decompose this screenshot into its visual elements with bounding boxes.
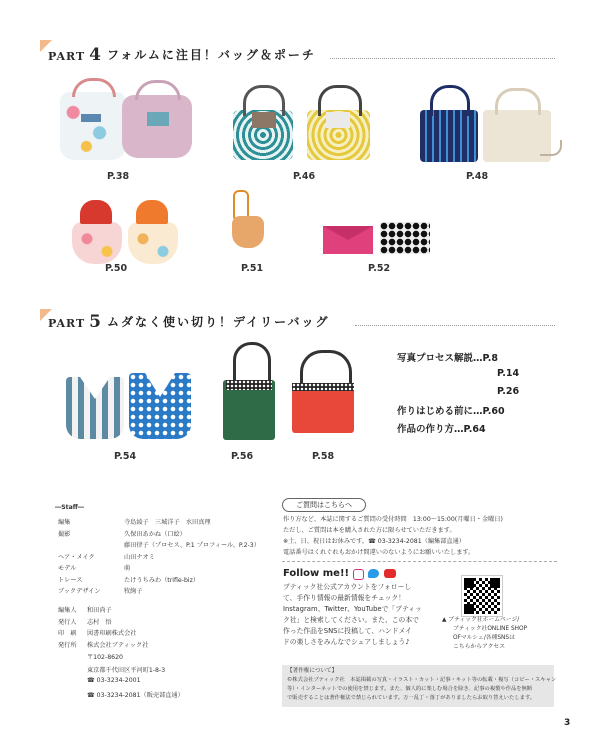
staff-role: 編集 <box>58 519 71 526</box>
staff-role: ヘア・メイク <box>58 553 95 561</box>
publisher-name: 志村 悟 <box>87 618 112 626</box>
question-line: 作り方など、本誌に関するご質問の受付時間 13:00～15:00(月曜日・金曜日) <box>283 516 503 523</box>
staff-role: トレース <box>58 576 83 584</box>
follow-line: て、手作り情報の最新情報をチェック！ <box>283 594 406 602</box>
striped-bag-notch <box>80 377 110 399</box>
question-line: ※土、日、祝日はお休みです。☎ 03-3234-2081（編集部直通） <box>283 538 465 545</box>
floral-bag-tag <box>81 114 101 122</box>
address-line: 東京都千代田区平河町1-8-3 <box>87 666 166 674</box>
pink-bag-image <box>122 95 192 158</box>
page-ref-p52: P.52 <box>368 263 391 274</box>
pink-bag-patch <box>147 112 169 126</box>
staff-name: 久保田あかね（口絵） <box>124 530 186 538</box>
publisher-name: 株式会社ブティック社 <box>87 641 149 649</box>
floral-bag-image <box>60 92 126 160</box>
question-divider <box>282 561 557 562</box>
page-ref-p56: P.56 <box>231 451 254 462</box>
follow-line: 作った作品をSNSに投稿して、ハンドメイ <box>283 627 412 635</box>
staff-name: 牧絢子 <box>124 588 143 595</box>
publisher-role: 印 刷 <box>58 630 77 637</box>
publisher-role: 発行所 <box>58 641 77 649</box>
part4-number: 4 <box>89 45 101 65</box>
orange-pouch-bag-image <box>128 222 178 264</box>
publisher-role: 発行人 <box>58 618 77 626</box>
staff-name: 寺島綾子 三城洋子 水田真理 <box>124 519 211 526</box>
page-ref-p48: P.48 <box>466 171 489 182</box>
green-bag-strap <box>233 342 271 385</box>
copyright-line: 等）・インターネットでの使用を禁じます。また、個人的に楽しむ場合を除き、記事の複製や作品を無断 <box>287 686 533 692</box>
twitter-icon[interactable] <box>368 569 379 578</box>
qr-caption-line: ブティック社ONLINE SHOP <box>453 626 528 632</box>
address-line: ☎ 03-3234-2001 <box>87 677 141 684</box>
qr-code[interactable] <box>462 576 502 616</box>
part4-rule <box>330 58 555 59</box>
address-line: ☎ 03-3234-2081（販売部直通） <box>87 691 184 699</box>
process-line-3: P.26 <box>497 386 520 397</box>
teal-bag-flap <box>252 112 276 128</box>
publisher-name: 図書印刷株式会社 <box>87 630 137 637</box>
process-line-2: P.14 <box>497 368 520 379</box>
follow-line: ドの楽しさをみんなでシェアしましょう♪ <box>283 638 410 646</box>
copyright-line: で販売することは著作権法で禁じられています。万一乱丁・落丁がありましたらお取り替えいたします。 <box>287 695 536 701</box>
red-pouch-bag-image <box>72 222 122 264</box>
process-line-4: 作りはじめる前に…P.60 <box>397 406 505 417</box>
pink-bag-strap <box>135 80 181 100</box>
qr-caption-line: ▲ ブティック社ホームページ/ <box>442 617 520 623</box>
staff-name: 山田ナオミ <box>124 553 155 561</box>
part5-heading <box>48 313 330 330</box>
blue-bag-notch <box>145 373 175 397</box>
page-ref-p51: P.51 <box>241 263 264 274</box>
follow-line: ブティック社公式アカウントをフォローし <box>283 583 412 591</box>
qr-caption-line: こちらからアクセス <box>453 644 505 650</box>
staff-role: モデル <box>58 565 77 572</box>
address-line: 〒102-8620 <box>87 654 123 661</box>
orange-pouch-frame <box>136 200 168 224</box>
drawstring-pouch-image <box>232 216 264 248</box>
part5-title: ムダなく使い切り！デイリーバッグ <box>106 315 330 329</box>
green-bag-pocket <box>226 380 272 390</box>
page-ref-p46: P.46 <box>293 171 316 182</box>
canvas-bag-strap <box>495 88 541 115</box>
copyright-title: 【著作権について】 <box>287 668 338 674</box>
red-pouch-frame <box>80 200 112 224</box>
publisher-role: 編集人 <box>58 607 77 614</box>
part4-word: PART <box>48 50 86 63</box>
follow-title: Follow me!! <box>283 568 350 579</box>
page-ref-p50: P.50 <box>105 263 128 274</box>
page-ref-p58: P.58 <box>312 451 335 462</box>
part4-heading <box>48 46 316 63</box>
staff-name: たけうちみわ（trifle-biz） <box>124 576 200 584</box>
page-ref-p38: P.38 <box>107 171 130 182</box>
navy-bag-strap <box>430 85 470 116</box>
follow-line: Instagram、Twitter、YouTubeで「ブティッ <box>283 605 422 613</box>
youtube-icon[interactable] <box>384 569 396 578</box>
yellow-bag-flap <box>326 112 350 128</box>
process-line-5: 作品の作り方…P.64 <box>397 424 486 435</box>
question-line: ただし、ご質問は本を購入された方に限らせていただきます。 <box>283 527 456 534</box>
part5-word: PART <box>48 317 86 330</box>
question-title-box <box>282 498 366 512</box>
floral-bag-strap <box>72 78 116 97</box>
instagram-icon[interactable] <box>353 569 364 580</box>
process-line-1: 写真プロセス解説…P.8 <box>397 353 498 364</box>
dotted-pouch-image <box>380 222 430 254</box>
page-ref-p54: P.54 <box>114 451 137 462</box>
publisher-name: 和田尚子 <box>87 607 112 614</box>
staff-role: ブックデザイン <box>58 588 101 595</box>
orange-bag-strap <box>300 350 352 385</box>
staff-name: 藤田律子（プロセス、P.1 プロフィール、P.2-3） <box>124 542 260 549</box>
question-title: ご質問はこちらへ <box>296 501 352 509</box>
page-number: 3 <box>564 718 571 728</box>
question-line: 電話番号はくれぐれもおかけ間違いのないようにお願いいたします。 <box>283 549 475 556</box>
copyright-line: ©株式会社ブティック社 本誌掲載の写真・イラスト・カット・記事・キット等の転載・複写（コピー・スキャン <box>287 677 557 683</box>
staff-heading: ―Staff― <box>55 504 84 511</box>
pink-clutch-flap <box>323 226 373 240</box>
qr-caption-line: OFマルシェ/各種SNSは <box>453 635 515 641</box>
staff-role: 撮影 <box>58 530 71 538</box>
navy-tulip-bag-image <box>420 110 478 162</box>
staff-name: 萌 <box>124 565 131 572</box>
canvas-bag-shoulder-strap <box>540 140 562 156</box>
part5-rule <box>355 325 555 326</box>
orange-bag-top <box>292 383 354 391</box>
follow-line: ク社」と検索してください。また、この本で <box>283 616 419 624</box>
part4-title: フォルムに注目！バッグ＆ポーチ <box>106 48 316 62</box>
part5-number: 5 <box>89 312 101 332</box>
